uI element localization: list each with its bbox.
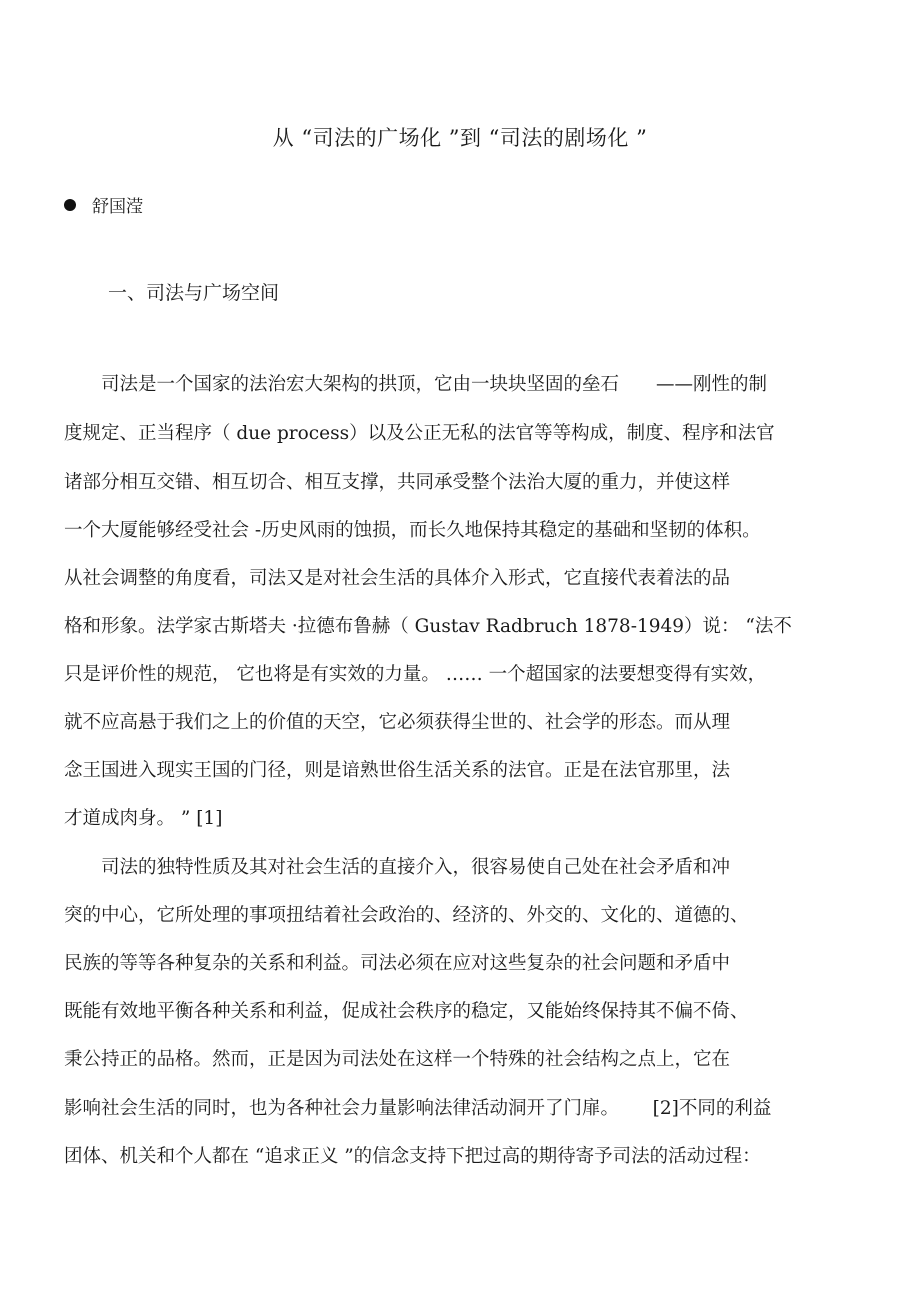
body-line: 诸部分相互交错、相互切合、相互支撑，共同承受整个法治大厦的重力，并使这样: [64, 472, 731, 493]
author-name: 舒国滢: [92, 197, 143, 217]
body-line: 司法的独特性质及其对社会生活的直接介入，很容易使自己处在社会矛盾和冲: [64, 857, 731, 878]
author-line: [64, 192, 143, 217]
body-line: 才道成肉身。 ” [1]: [64, 808, 223, 829]
body-line: 司法是一个国家的法治宏大架构的拱顶，它由一块块坚固的垒石 ——刚性的制: [64, 374, 768, 395]
body-line: 度规定、正当程序（ due process）以及公正无私的法官等等构成，制度、程序和法官: [64, 423, 775, 444]
body-line: 影响社会生活的同时，也为各种社会力量影响法律活动洞开了门扉。 [2]不同的利益: [64, 1098, 772, 1119]
body-line: 突的中心，它所处理的事项扭结着社会政治的、经济的、外交的、文化的、道德的、: [64, 905, 749, 926]
body-line: 一个大厦能够经受社会 -历史风雨的蚀损，而长久地保持其稳定的基础和坚韧的体积。: [64, 520, 761, 541]
document-title: 从 “司法的广场化 ”到 “司法的剧场化 ”: [272, 126, 648, 150]
body-line: 就不应高悬于我们之上的价值的天空，它必须获得尘世的、社会学的形态。而从理: [64, 712, 731, 733]
body-line: 团体、机关和个人都在 “追求正义 ”的信念支持下把过高的期待寄予司法的活动过程：: [64, 1146, 761, 1167]
body-line: 念王国进入现实王国的门径，则是谙熟世俗生活关系的法官。正是在法官那里，法: [64, 760, 731, 781]
body-line: 格和形象。法学家古斯塔夫 ·拉德布鲁赫（ Gustav Radbruch 1878-1949）说： “法不: [64, 616, 792, 637]
body-line: 只是评价性的规范， 它也将是有实效的力量。 …… 一个超国家的法要想变得有实效，: [64, 664, 767, 685]
body-line: 既能有效地平衡各种关系和利益，促成社会秩序的稳定，又能始终保持其不偏不倚、: [64, 1001, 749, 1022]
section-heading: 一、司法与广场空间: [108, 282, 280, 304]
bullet-icon: [64, 199, 76, 211]
body-line: 秉公持正的品格。然而，正是因为司法处在这样一个特殊的社会结构之点上，它在: [64, 1049, 731, 1070]
body-line: 从社会调整的角度看，司法又是对社会生活的具体介入形式，它直接代表着法的品: [64, 568, 731, 589]
body-line: 民族的等等各种复杂的关系和利益。司法必须在应对这些复杂的社会问题和矛盾中: [64, 953, 731, 974]
